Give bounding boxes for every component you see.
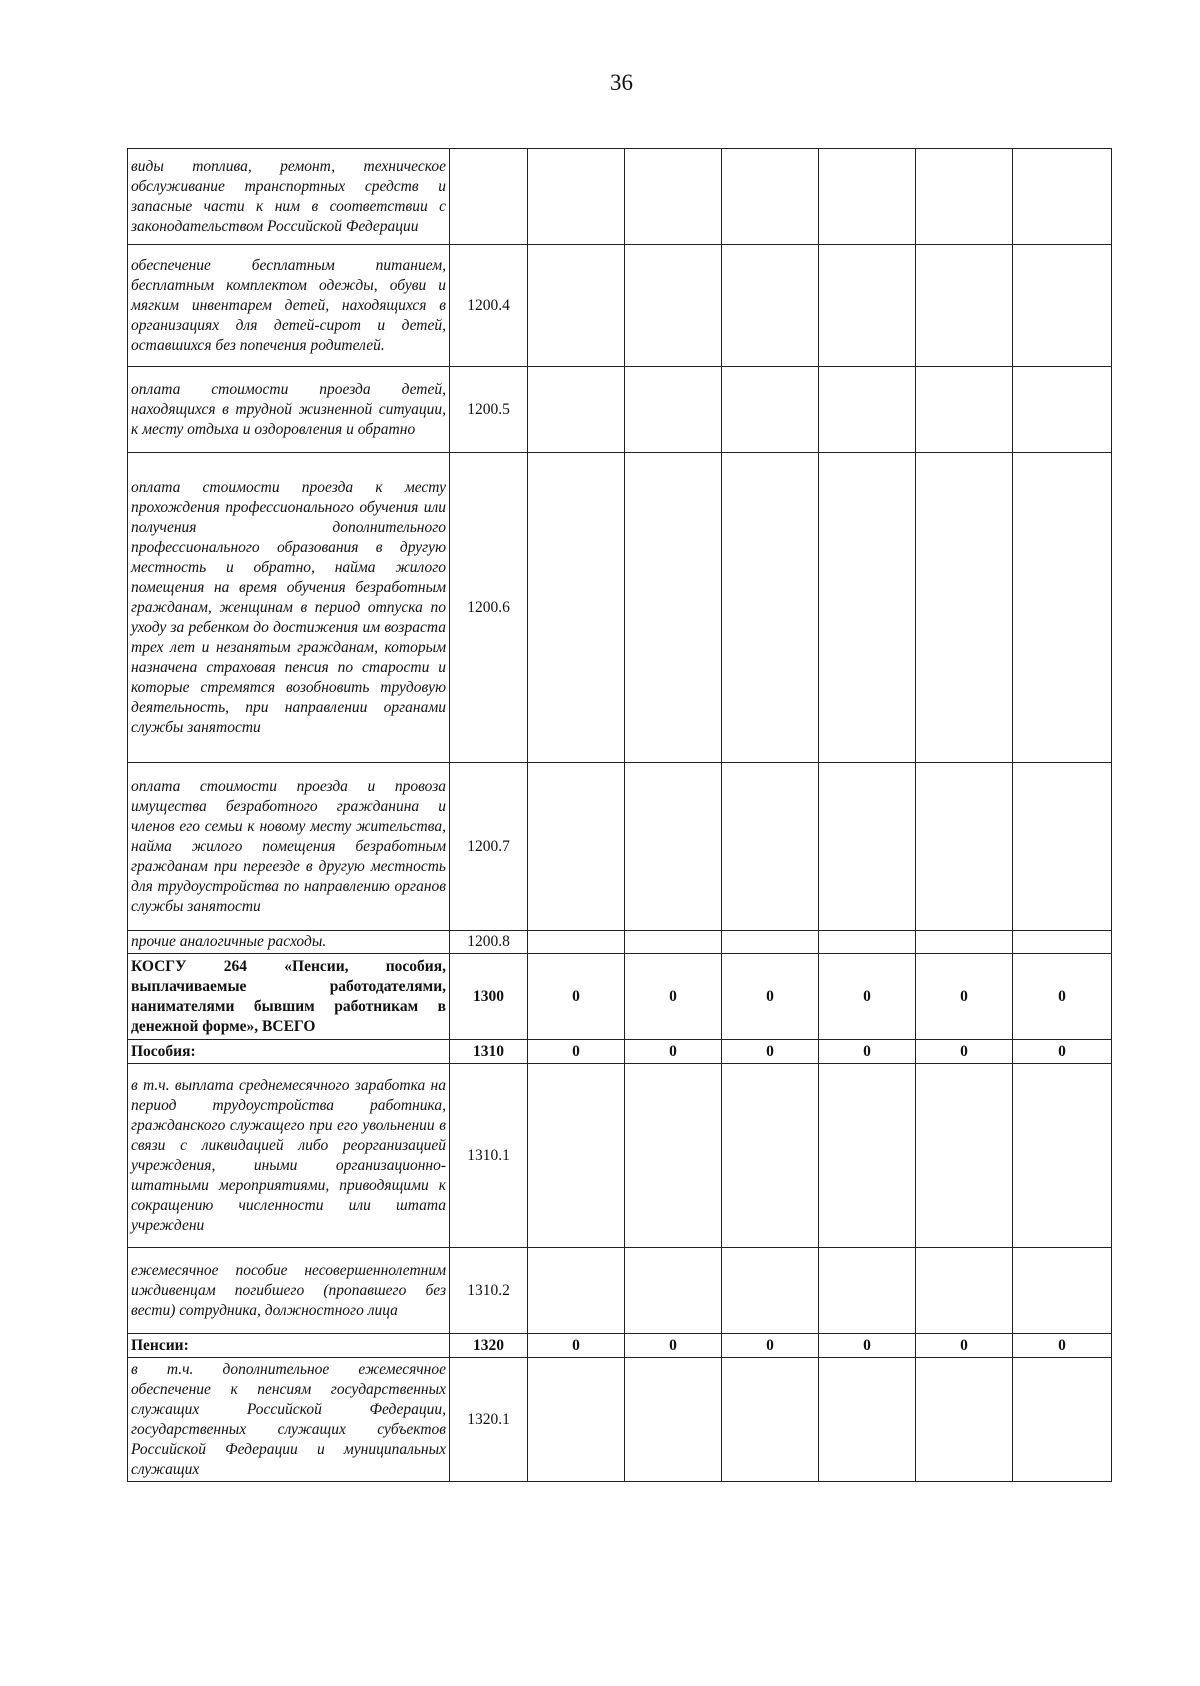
row-value bbox=[916, 1064, 1013, 1248]
row-value bbox=[819, 367, 916, 453]
row-description: виды топлива, ремонт, техническое обслуживание транспортных средств и запасные части к ним в соответствии с законодательством Российской Федерации bbox=[128, 149, 450, 245]
row-value: 0 bbox=[625, 1334, 722, 1358]
row-value bbox=[528, 1064, 625, 1248]
row-code: 1300 bbox=[450, 954, 528, 1040]
row-value bbox=[916, 149, 1013, 245]
row-value bbox=[819, 931, 916, 954]
row-value bbox=[916, 1248, 1013, 1334]
row-value bbox=[916, 931, 1013, 954]
row-value bbox=[625, 931, 722, 954]
row-value bbox=[1013, 367, 1112, 453]
row-value bbox=[1013, 453, 1112, 763]
row-value bbox=[916, 763, 1013, 931]
row-value bbox=[819, 453, 916, 763]
row-value bbox=[722, 763, 819, 931]
row-code: 1310.2 bbox=[450, 1248, 528, 1334]
table-row bbox=[128, 1334, 1112, 1358]
row-value bbox=[722, 245, 819, 367]
table-row bbox=[128, 1358, 1112, 1482]
row-value bbox=[722, 453, 819, 763]
row-value bbox=[1013, 931, 1112, 954]
row-value: 0 bbox=[528, 954, 625, 1040]
row-value bbox=[625, 763, 722, 931]
row-code: 1200.8 bbox=[450, 931, 528, 954]
row-code: 1200.5 bbox=[450, 367, 528, 453]
table-row bbox=[128, 245, 1112, 367]
row-value: 0 bbox=[819, 1334, 916, 1358]
row-value bbox=[722, 1064, 819, 1248]
row-value bbox=[625, 1248, 722, 1334]
row-code: 1310 bbox=[450, 1040, 528, 1064]
table-row bbox=[128, 1040, 1112, 1064]
row-value bbox=[528, 1248, 625, 1334]
row-value bbox=[528, 245, 625, 367]
row-value: 0 bbox=[916, 954, 1013, 1040]
row-value bbox=[625, 149, 722, 245]
row-value bbox=[819, 1248, 916, 1334]
row-description: оплата стоимости проезда и провоза имущества безработного гражданина и членов его семьи к новому месту жительства, найма жилого помещения безработным гражданам при переезде в другую местность для трудоустройства по направлению органов службы занятости bbox=[128, 763, 450, 931]
row-value: 0 bbox=[916, 1334, 1013, 1358]
table-row bbox=[128, 453, 1112, 763]
row-value: 0 bbox=[819, 1040, 916, 1064]
table-row bbox=[128, 954, 1112, 1040]
row-value bbox=[528, 1358, 625, 1482]
row-value: 0 bbox=[722, 1334, 819, 1358]
row-description: в т.ч. выплата среднемесячного заработка на период трудоустройства работника, гражданского служащего при его увольнении в связи с ликвидацией либо реорганизацией учреждения, иными организационно-штатными мероприятиями, приводящими к сокращению численности или штата учреждени bbox=[128, 1064, 450, 1248]
row-value bbox=[819, 1064, 916, 1248]
row-value: 0 bbox=[625, 1040, 722, 1064]
row-value bbox=[819, 149, 916, 245]
row-value bbox=[1013, 1248, 1112, 1334]
row-value: 0 bbox=[625, 954, 722, 1040]
row-value: 0 bbox=[1013, 954, 1112, 1040]
row-code: 1320.1 bbox=[450, 1358, 528, 1482]
page-number: 36 bbox=[610, 70, 633, 95]
row-value bbox=[528, 763, 625, 931]
expenditure-table bbox=[127, 148, 1112, 1482]
row-description: обеспечение бесплатным питанием, бесплатным комплектом одежды, обуви и мягким инвентарем детей, находящихся в организациях для детей-сирот и детей, оставшихся без попечения родителей. bbox=[128, 245, 450, 367]
row-description: оплата стоимости проезда детей, находящихся в трудной жизненной ситуации, к месту отдыха и оздоровления и обратно bbox=[128, 367, 450, 453]
row-value: 0 bbox=[916, 1040, 1013, 1064]
table-row bbox=[128, 367, 1112, 453]
row-code: 1310.1 bbox=[450, 1064, 528, 1248]
row-description: КОСГУ 264 «Пенсии, пособия, выплачиваемые работодателями, нанимателями бывшим работникам в денежной форме», ВСЕГО bbox=[128, 954, 450, 1040]
row-value bbox=[528, 149, 625, 245]
row-value: 0 bbox=[528, 1040, 625, 1064]
row-description: прочие аналогичные расходы. bbox=[128, 931, 450, 954]
row-value bbox=[722, 367, 819, 453]
row-value bbox=[625, 245, 722, 367]
row-value bbox=[916, 1358, 1013, 1482]
table-row bbox=[128, 931, 1112, 954]
table-row bbox=[128, 1064, 1112, 1248]
row-value: 0 bbox=[528, 1334, 625, 1358]
row-value bbox=[916, 453, 1013, 763]
row-value bbox=[819, 763, 916, 931]
row-code bbox=[450, 149, 528, 245]
row-value: 0 bbox=[722, 1040, 819, 1064]
row-description: в т.ч. дополнительное ежемесячное обеспечение к пенсиям государственных служащих Российской Федерации, государственных служащих субъектов Российской Федерации и муниципальных служащих bbox=[128, 1358, 450, 1482]
row-description: ежемесячное пособие несовершеннолетним иждивенцам погибшего (пропавшего без вести) сотрудника, должностного лица bbox=[128, 1248, 450, 1334]
row-description: Пособия: bbox=[128, 1040, 450, 1064]
row-value bbox=[1013, 763, 1112, 931]
row-value bbox=[722, 1358, 819, 1482]
row-code: 1200.6 bbox=[450, 453, 528, 763]
table-row bbox=[128, 149, 1112, 245]
row-value: 0 bbox=[1013, 1334, 1112, 1358]
table-row bbox=[128, 763, 1112, 931]
row-code: 1320 bbox=[450, 1334, 528, 1358]
row-value bbox=[625, 367, 722, 453]
row-value bbox=[625, 1358, 722, 1482]
table-row bbox=[128, 1248, 1112, 1334]
row-value bbox=[722, 931, 819, 954]
row-value bbox=[528, 931, 625, 954]
row-value bbox=[528, 453, 625, 763]
row-value bbox=[528, 367, 625, 453]
row-value bbox=[625, 453, 722, 763]
row-value bbox=[1013, 1358, 1112, 1482]
row-description: оплата стоимости проезда к месту прохождения профессионального обучения или получения дополнительного профессионального образования в другую местность и обратно, найма жилого помещения на время обучения безработным гражданам, женщинам в период отпуска по уходу за ребенком до достижения им возраста трех лет и незанятым гражданам, которым назначена страховая пенсия по старости и которые стремятся возобновить трудовую деятельность, при направлении органами службы занятости bbox=[128, 453, 450, 763]
row-value bbox=[1013, 245, 1112, 367]
row-value: 0 bbox=[722, 954, 819, 1040]
row-value bbox=[722, 149, 819, 245]
row-value bbox=[819, 245, 916, 367]
row-value: 0 bbox=[1013, 1040, 1112, 1064]
row-value: 0 bbox=[819, 954, 916, 1040]
row-value bbox=[1013, 1064, 1112, 1248]
row-value bbox=[916, 367, 1013, 453]
row-value bbox=[722, 1248, 819, 1334]
row-description: Пенсии: bbox=[128, 1334, 450, 1358]
row-value bbox=[916, 245, 1013, 367]
row-value bbox=[625, 1064, 722, 1248]
row-code: 1200.4 bbox=[450, 245, 528, 367]
row-code: 1200.7 bbox=[450, 763, 528, 931]
row-value bbox=[819, 1358, 916, 1482]
row-value bbox=[1013, 149, 1112, 245]
